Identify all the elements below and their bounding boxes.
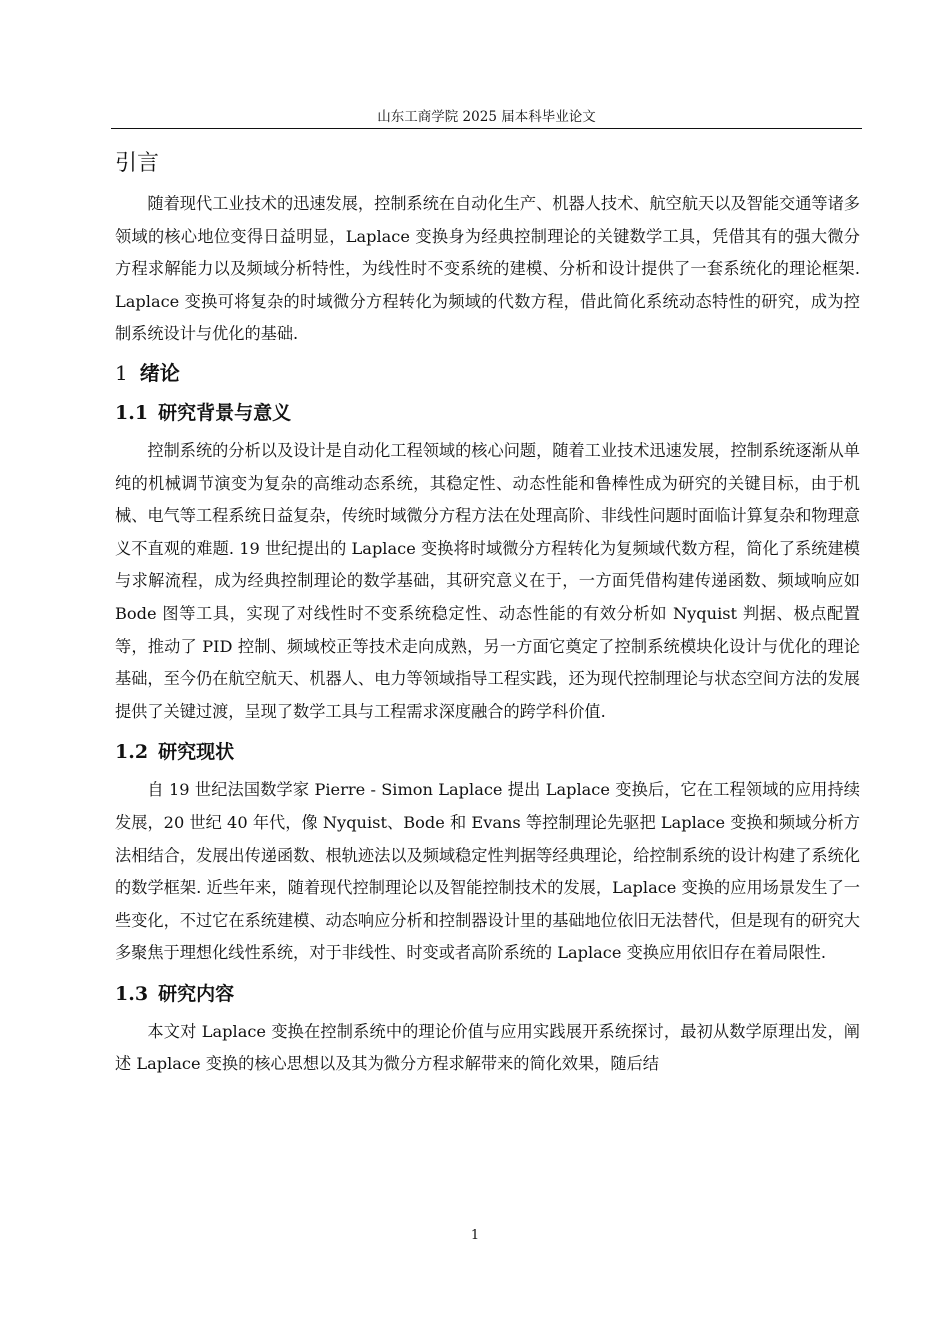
section-1-3-paragraph: 本文对 Laplace 变换在控制系统中的理论价值与应用实践展开系统探讨，最初从数学原理出发，阐述 Laplace 变换的核心思想以及其为微分方程求解带来的简化效果，随后结 bbox=[115, 1021, 860, 1074]
section-number: 1.3 bbox=[115, 982, 149, 1005]
intro-heading: 引言 bbox=[115, 151, 160, 176]
section-1-2-paragraph: 自 19 世纪法国数学家 Pierre - Simon Laplace 提出 Laplace 变换后，它在工程领域的应用持续发展，20 世纪 40 年代，像 Nyquist、Bode 和 Evans 等控制理论先驱把 Laplace 变换和频域分析方法相结合，发展出传递函数、根轨迹法以及频域稳定性判据等经典理论，给控制系统的设计构建了系统化的数学框架. 近些年来，随着现代控制理论以及智能控制技术的发展，Laplace 变换的应用场景发生了一些变化，不过它在系统建模、动态响应分析和控制器设计里的基础地位依旧无法替代，但是现有的研究大多聚焦于理想化线性系统，对于非线性、时变或者高阶系统的 Laplace 变换应用依旧存在着局限性. bbox=[115, 780, 860, 963]
section-1-3-heading bbox=[115, 978, 860, 1010]
section-1-1-paragraph: 控制系统的分析以及设计是自动化工程领域的核心问题，随着工业技术迅速发展，控制系统逐渐从单纯的机械调节演变为复杂的高维动态系统，其稳定性、动态性能和鲁棒性成为研究的关键目标，由于机械、电气等工程系统日益复杂，传统时域微分方程方法在处理高阶、非线性问题时面临计算复杂和物理意义不直观的难题. 19 世纪提出的 Laplace 变换将时域微分方程转化为复频域代数方程，简化了系统建模与求解流程，成为经典控制理论的数学基础，其研究意义在于，一方面凭借构建传递函数、频域响应如 Bode 图等工具，实现了对线性时不变系统稳定性、动态性能的有效分析如 Nyquist 判据、极点配置等，推动了 PID 控制、频域校正等技术走向成熟，另一方面它奠定了控制系统模块化设计与优化的理论基础，至今仍在航空航天、机器人、电力等领域指导工程实践，还为现代控制理论与状态空间方法的发展提供了关键过渡，呈现了数学工具与工程需求深度融合的跨学科价值. bbox=[115, 440, 860, 721]
section-1-2-heading bbox=[115, 736, 860, 768]
header-divider bbox=[111, 128, 862, 129]
section-number: 1.2 bbox=[115, 741, 149, 764]
chapter-1-heading bbox=[115, 357, 860, 389]
page-body bbox=[115, 146, 860, 1081]
running-header: 山东工商学院 2025 届本科毕业论文 bbox=[377, 109, 596, 125]
section-title: 研究背景与意义 bbox=[158, 401, 292, 424]
section-title: 研究现状 bbox=[158, 741, 235, 764]
chapter-number: 1 bbox=[115, 360, 128, 385]
section-title: 研究内容 bbox=[158, 982, 235, 1005]
section-1-1-heading bbox=[115, 397, 860, 429]
intro-paragraph: 随着现代工业技术的迅速发展，控制系统在自动化生产、机器人技术、航空航天以及智能交通等诸多领域的核心地位变得日益明显，Laplace 变换身为经典控制理论的关键数学工具，凭借其有的强大微分方程求解能力以及频域分析特性，为线性时不变系统的建模、分析和设计提供了一套系统化的理论框架. Laplace 变换可将复杂的时域微分方程转化为频域的代数方程，借此简化系统动态特性的研究，成为控制系统设计与优化的基础. bbox=[115, 194, 860, 344]
section-number: 1.1 bbox=[115, 401, 149, 424]
chapter-title: 绪论 bbox=[139, 360, 180, 385]
page-number: 1 bbox=[470, 1228, 480, 1243]
